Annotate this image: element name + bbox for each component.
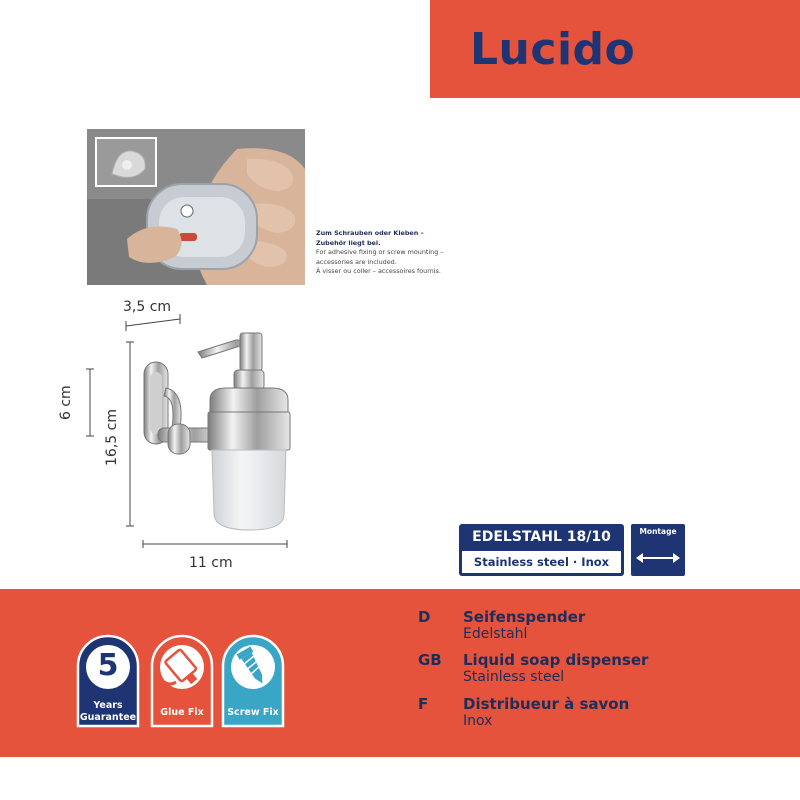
material-badge-top: EDELSTAHL 18/10 (472, 529, 611, 545)
product-material-f: Inox (463, 713, 493, 729)
depth-dimension-label: 3,5 cm (123, 299, 172, 315)
lang-code-gb: GB (418, 651, 442, 669)
guarantee-years-label: Years (93, 700, 123, 711)
material-badge-bottom: Stainless steel · Inox (462, 551, 621, 573)
product-name-f: Distribueur à savon (463, 695, 630, 713)
product-name-de: Seifenspender (463, 608, 586, 626)
brand-name: Lucido (470, 24, 636, 75)
double-arrow-icon (635, 550, 681, 566)
mounting-badge-label: Montage (639, 527, 677, 536)
material-badge (459, 524, 624, 576)
guarantee-years-number: 5 (97, 648, 119, 683)
width-dimension-label: 11 cm (189, 555, 233, 571)
caption-fr: À visser ou coller – accessoires fournis. (316, 267, 441, 275)
height-dimension-label: 16,5 cm (104, 409, 120, 466)
lang-code-de: D (418, 608, 431, 626)
height-dimension-line (126, 342, 134, 526)
product-material-de: Edelstahl (463, 626, 528, 642)
mount-height-dimension-line (86, 369, 94, 436)
guarantee-label: Guarantee (79, 712, 137, 723)
caption-en-line1: For adhesive fixing or screw mounting – (316, 248, 444, 256)
wall-mount (144, 362, 218, 454)
caption-en-line2: accessories are included. (316, 257, 397, 266)
caption-de-line2: Zubehör liegt bei. (316, 238, 381, 247)
caption-de-line1: Zum Schrauben oder Kleben – (316, 229, 424, 237)
lang-code-f: F (418, 695, 429, 713)
mount-height-dimension-label: 6 cm (58, 385, 74, 420)
glue-fix-label: Glue Fix (160, 707, 204, 718)
product-material-gb: Stainless steel (463, 669, 565, 685)
mounting-badge (631, 524, 685, 576)
depth-dimension-line (126, 314, 180, 331)
width-dimension-line (143, 540, 287, 548)
soap-dispenser (198, 333, 290, 530)
product-name-gb: Liquid soap dispenser (463, 651, 649, 669)
screw-fix-label: Screw Fix (227, 707, 279, 718)
